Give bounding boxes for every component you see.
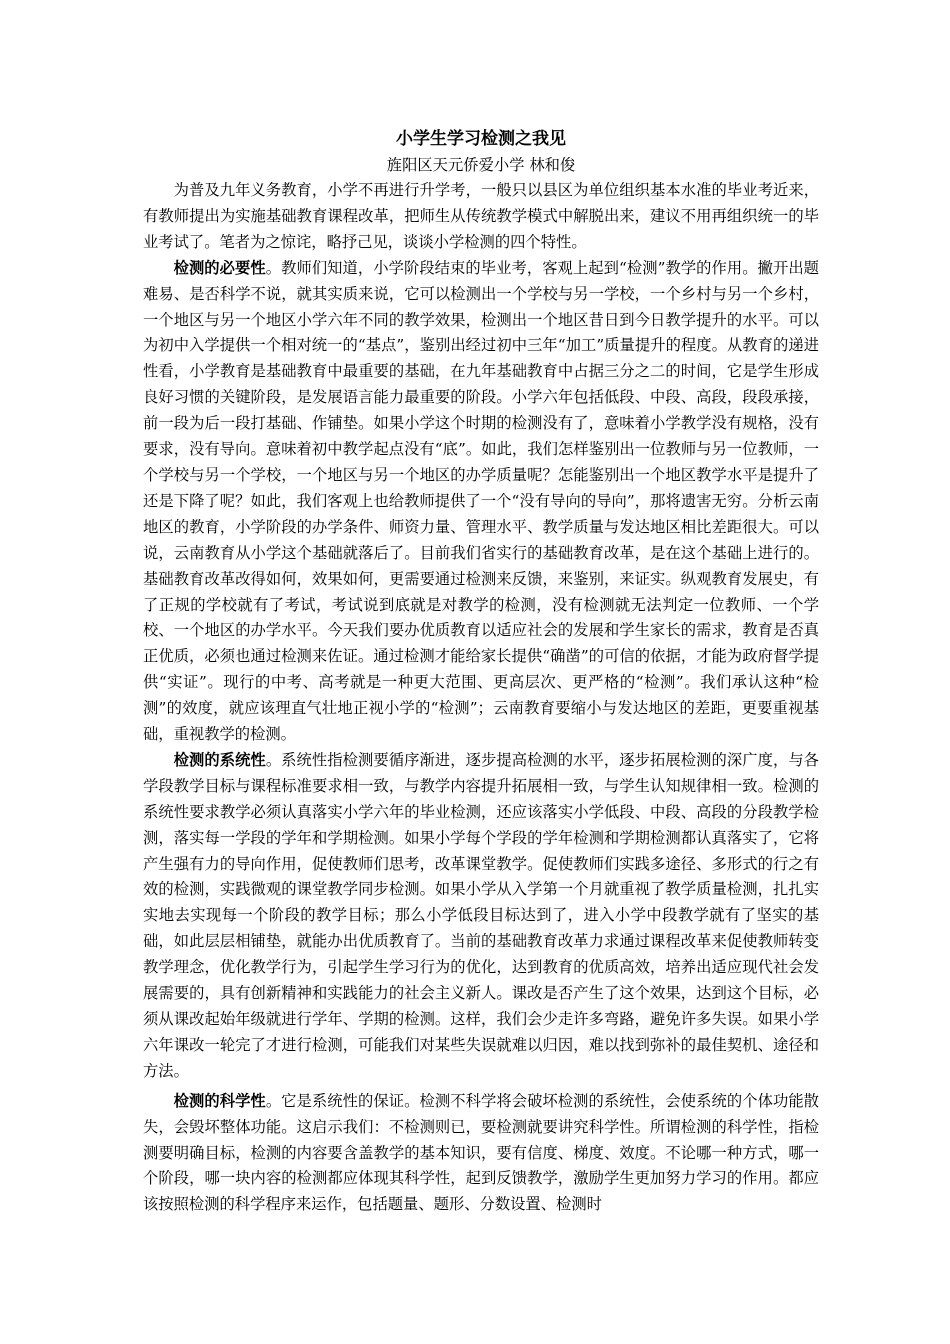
section-body: 。系统性指检测要循序渐进，逐步提高检测的水平，逐步拓展检测的深广度，与各学段教学目标与课程标准要求相一致，与教学内容提升拓展相一致，与学生认知规律相一致。检测的系统性要求教学必须认真落实小学六年的毕业检测，还应该落实小学低段、中段、高段的分段教学检测，落实每一学段的学年和学期检测。如果小学每个学段的学年检测和学期检测都认真落实了，它将产生强有力的导向作用，促使教师们思考，改革课堂教学。促使教师们实践多途径、多形式的行之有效的检测，实践微观的课堂教学同步检测。如果小学从入学第一个月就重视了教学质量检测，扎扎实实地去实现每一个阶段的教学目标；那么小学低段目标达到了，进入小学中段教学就有了坚实的基础，如此层层相铺垫，就能办出优质教育了。当前的基础教育改革力求通过课程改革来促使教师转变教学理念，优化教学行为，引起学生学习行为的优化，达到教育的优质高效，培养出适应现代社会发展需要的，具有创新精神和实践能力的社会主义新人。课改是否产生了这个效果，达到这个目标，必须从课改起始年级就进行学年、学期的检测。这样，我们会少走许多弯路，避免许多失误。如果小学六年课改一轮完了才进行检测，可能我们对某些失误就难以归因，难以找到弥补的最佳契机、途径和方法。 (143, 750, 819, 1080)
section-systematic (143, 748, 819, 1085)
section-necessity (143, 256, 819, 748)
section-heading: 检测的必要性 (173, 258, 266, 277)
section-scientific (143, 1089, 819, 1219)
author-line: 旌阳区天元侨爱小学 林和俊 (386, 156, 576, 174)
intro-paragraph: 为普及九年义务教育，小学不再进行升学考，一般只以县区为单位组织基本水准的毕业考近来，有教师提出为实施基础教育课程改革，把师生从传统教学模式中解脱出来，建议不用再组织统一的毕业考试了。笔者为之惊诧，略抒己见，谈谈小学检测的四个特性。 (143, 181, 819, 251)
document-page (143, 120, 819, 1218)
section-heading: 检测的系统性 (173, 750, 266, 769)
section-body: 。它是系统性的保证。检测不科学将会破坏检测的系统性，会使系统的个体功能散失，会毁坏整体功能。这启示我们：不检测则已，要检测就要讲究科学性。所谓检测的科学性，指检测要明确目标，检测的内容要含盖教学的基本知识，要有信度、梯度、效度。不论哪一种方式，哪一个阶段，哪一块内容的检测都应体现其科学性，起到反馈教学，激励学生更加努力学习的作用。都应该按照检测的科学程序来运作，包括题量、题形、分数设置、检测时 (143, 1091, 819, 1214)
section-heading: 检测的科学性 (173, 1091, 266, 1110)
document-title: 小学生学习检测之我见 (396, 129, 566, 149)
section-body: 。教师们知道，小学阶段结束的毕业考，客观上起到“检测”教学的作用。撇开出题难易、是否科学不说，就其实质来说，它可以检测出一个学校与另一学校，一个乡村与另一个乡村，一个地区与另一个地区小学六年不同的教学效果，检测出一个地区昔日到今日教学提升的水平。可以为初中入学提供一个相对统一的“基点”，鉴别出经过初中三年“加工”质量提升的程度。从教育的递进性看，小学教育是基础教育中最重要的基础，在九年基础教育中占据三分之二的时间，它是学生形成良好习惯的关键阶段，是发展语言能力最重要的阶段。小学六年包括低段、中段、高段，段段承接，前一段为后一段打基础、作铺垫。如果小学这个时期的检测没有了，意味着小学教学没有规格，没有要求，没有导向。意味着初中教学起点没有“底”。如此，我们怎样鉴别出一位教师与另一位教师，一个学校与另一个学校，一个地区与另一个地区的办学质量呢？怎能鉴别出一个地区教学水平是提升了还是下降了呢？如此，我们客观上也给教师提供了一个“没有导向的导向”，那将遗害无穷。分析云南地区的教育，小学阶段的办学条件、师资力量、管理水平、教学质量与发达地区相比差距很大。可以说，云南教育从小学这个基础就落后了。目前我们省实行的基础教育改革，是在这个基础上进行的。基础教育改革改得如何，效果如何，更需要通过检测来反馈，来鉴别，来证实。纵观教育发展史，有了正规的学校就有了考试，考试说到底就是对教学的检测，没有检测就无法判定一位教师、一个学校、一个地区的办学水平。今天我们要办优质教育以适应社会的发展和学生家长的需求，教育是否真正优质，必须也通过检测来佐证。通过检测才能给家长提供“确凿”的可信的依据，才能为政府督学提供“实证”。现行的中考、高考就是一种更大范围、更高层次、更严格的“检测”。我们承认这种“检测”的效度，就应该理直气壮地正视小学的“检测”；云南教育要缩小与发达地区的差距，更要重视基础，重视教学的检测。 (143, 258, 819, 744)
